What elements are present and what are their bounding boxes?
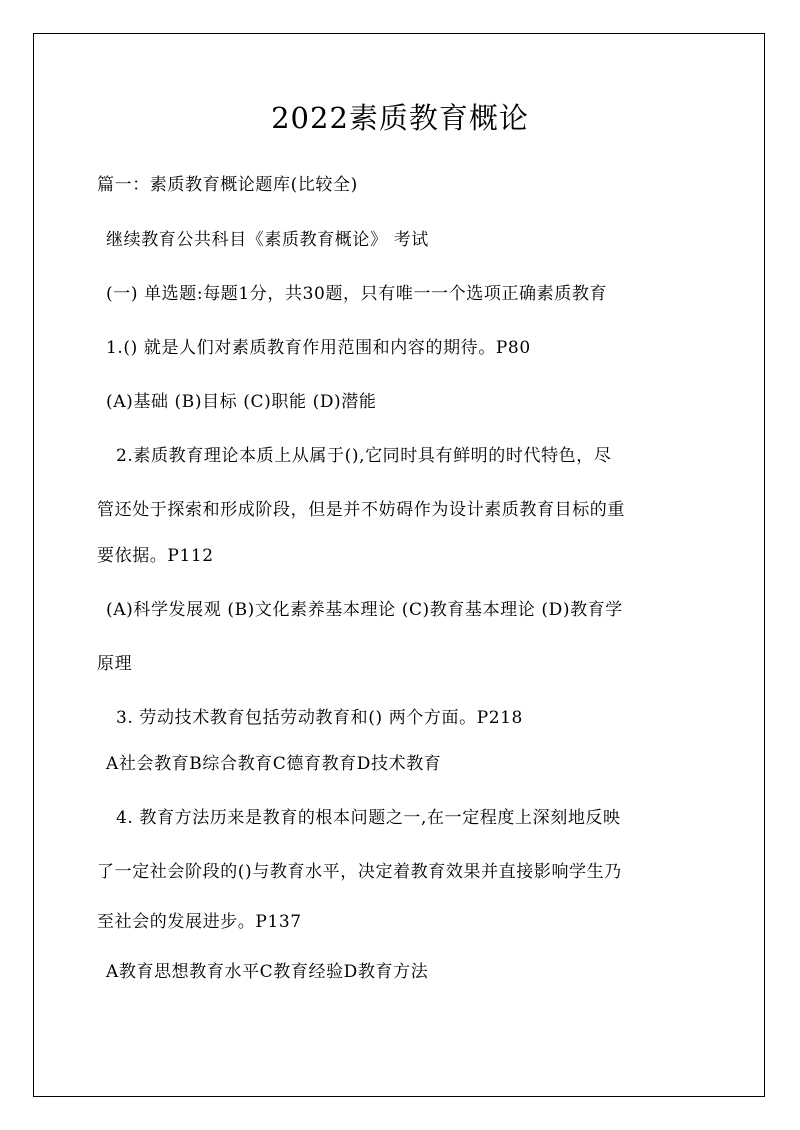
question-2-text-line-2: 管还处于探索和形成阶段，但是并不妨碍作为设计素质教育目标的重 xyxy=(97,500,625,520)
question-2-text-line-3: 要依据。P112 xyxy=(97,546,214,566)
question-2-text-line-1: 2.素质教育理论本质上从属于(),它同时具有鲜明的时代特色，尽 xyxy=(116,446,612,466)
question-3-text: 3. 劳动技术教育包括劳动教育和() 两个方面。P218 xyxy=(116,708,523,728)
question-1-text: 1.() 就是人们对素质教育作用范围和内容的期待。P80 xyxy=(106,338,531,358)
question-4-options: A教育思想教育水平C教育经验D教育方法 xyxy=(106,962,429,982)
section-heading: 篇一：素质教育概论题库(比较全) xyxy=(97,175,358,195)
question-1-options: (A)基础 (B)目标 (C)职能 (D)潜能 xyxy=(106,392,377,412)
question-2-options-line-1: (A)科学发展观 (B)文化素养基本理论 (C)教育基本理论 (D)教育学 xyxy=(106,600,623,620)
question-2-options-line-2: 原理 xyxy=(97,654,133,674)
question-4-text-line-1: 4. 教育方法历来是教育的根本问题之一,在一定程度上深刻地反映 xyxy=(116,808,621,828)
question-type-header: (一) 单选题:每题1分，共30题，只有唯一一个选项正确素质教育 xyxy=(106,284,608,304)
question-4-text-line-2: 了一定社会阶段的()与教育水平，决定着教育效果并直接影响学生乃 xyxy=(97,862,622,882)
question-4-text-line-3: 至社会的发展进步。P137 xyxy=(97,912,302,932)
exam-subtitle: 继续教育公共科目《素质教育概论》 考试 xyxy=(106,230,429,250)
question-3-options: A社会教育B综合教育C德育教育D技术教育 xyxy=(106,754,442,774)
document-title: 2022素质教育概论 xyxy=(271,101,529,135)
